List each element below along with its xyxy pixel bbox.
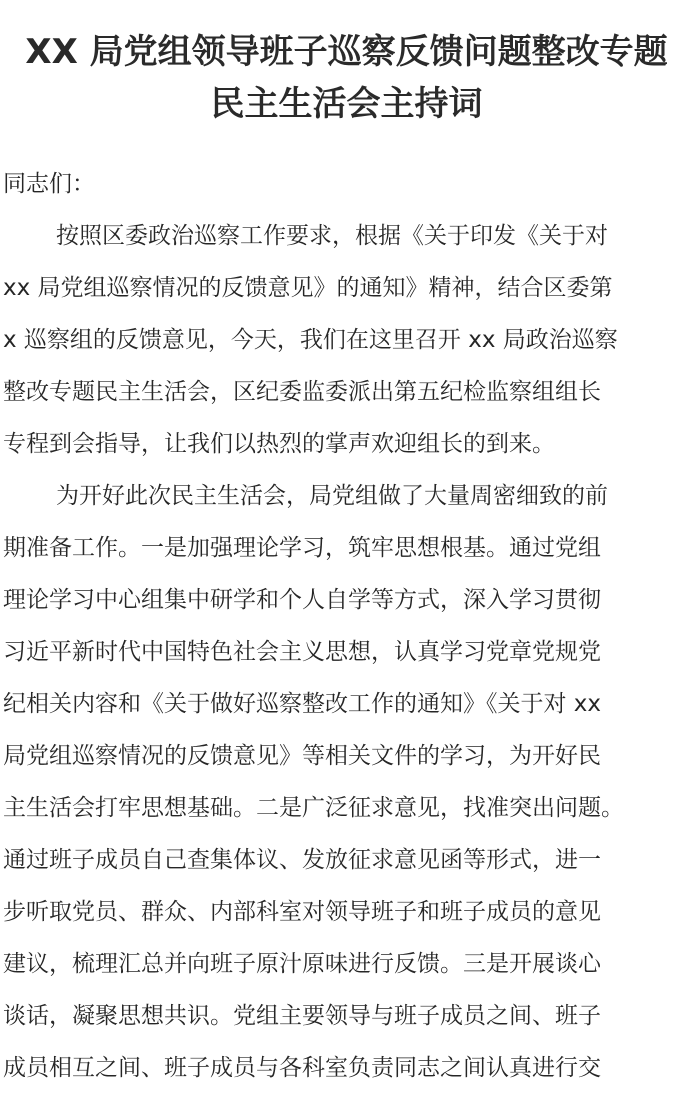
paragraph-2-line: 期准备工作。一是加强理论学习，筑牢思想根基。通过党组	[3, 535, 601, 561]
paragraph-2-line: 习近平新时代中国特色社会主义思想，认真学习党章党规党	[3, 639, 601, 665]
paragraph-1-line: 按照区委政治巡察工作要求，根据《关于印发《关于对	[56, 223, 608, 249]
title-line-1: XX 局党组领导班子巡察反馈问题整改专题	[25, 32, 668, 72]
title-line-2: 民主生活会主持词	[210, 84, 483, 124]
paragraph-1-line: xx 局党组巡察情况的反馈意见》的通知》精神，结合区委第	[3, 275, 613, 301]
paragraph-1-line: 专程到会指导，让我们以热烈的掌声欢迎组长的到来。	[3, 431, 555, 457]
paragraph-2-line: 理论学习中心组集中研学和个人自学等方式，深入学习贯彻	[3, 587, 601, 613]
paragraph-2-line: 建议，梳理汇总并向班子原汁原味进行反馈。三是开展谈心	[3, 951, 601, 977]
paragraph-2-line: 成员相互之间、班子成员与各科室负责同志之间认真进行交	[3, 1055, 601, 1081]
paragraph-2-line: 步听取党员、群众、内部科室对领导班子和班子成员的意见	[3, 899, 601, 925]
paragraph-2-line: 为开好此次民主生活会，局党组做了大量周密细致的前	[56, 483, 608, 509]
paragraph-1-line: 整改专题民主生活会，区纪委监委派出第五纪检监察组组长	[3, 379, 601, 405]
paragraph-2-line: 局党组巡察情况的反馈意见》等相关文件的学习，为开好民	[3, 743, 601, 769]
paragraph-2-line: 纪相关内容和《关于做好巡察整改工作的通知》《关于对 xx	[3, 691, 602, 717]
paragraph-2-line: 主生活会打牢思想基础。二是广泛征求意见，找准突出问题。	[3, 795, 624, 821]
paragraph-1-line: x 巡察组的反馈意见，今天，我们在这里召开 xx 局政治巡察	[3, 327, 618, 353]
paragraph-2-line: 谈话，凝聚思想共识。党组主要领导与班子成员之间、班子	[3, 1003, 601, 1029]
document-title	[0, 26, 693, 130]
salutation: 同志们：	[3, 171, 95, 197]
paragraph-2-line: 通过班子成员自己查集体议、发放征求意见函等形式，进一	[3, 847, 601, 873]
